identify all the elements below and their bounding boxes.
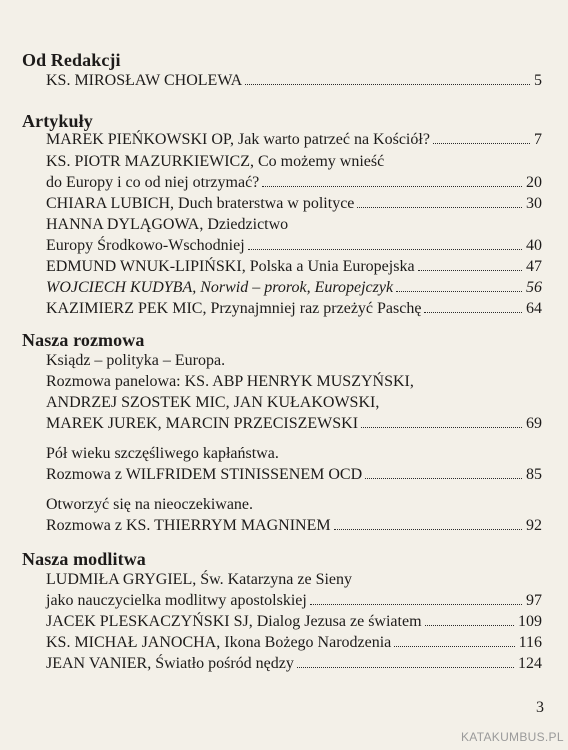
toc-entry[interactable] — [46, 298, 542, 320]
dot-leader — [310, 604, 522, 605]
toc-page-number: 97 — [526, 592, 542, 609]
dot-leader — [433, 143, 530, 144]
toc-entry[interactable] — [46, 611, 542, 633]
section-title-modlitwa: Nasza modlitwa — [22, 549, 146, 569]
toc-entry[interactable] — [46, 413, 542, 435]
toc-entry[interactable] — [46, 235, 542, 257]
toc-entry-text: EDMUND WNUK-LIPIŃSKI, Polska a Unia Europejska — [46, 258, 415, 275]
dot-leader — [425, 625, 514, 626]
watermark: KATAKUMBUS.PL — [461, 730, 564, 744]
toc-page-number: 5 — [534, 72, 542, 89]
toc-entry-text: Rozmowa z WILFRIDEM STINISSENEM OCD — [46, 466, 363, 483]
toc-entry-text: CHIARA LUBICH, Duch braterstwa w polityce — [46, 195, 355, 212]
dot-leader — [365, 478, 522, 479]
toc-entry-text: Rozmowa z KS. THIERRYM MAGNINEM — [46, 517, 331, 534]
toc-entry-text-line: ANDRZEJ SZOSTEK MIC, JAN KUŁAKOWSKI, — [46, 394, 380, 411]
toc-entry[interactable] — [46, 193, 542, 215]
dot-leader — [248, 249, 522, 250]
toc-entry[interactable] — [46, 632, 542, 654]
toc-entry[interactable] — [46, 172, 542, 194]
dot-leader — [297, 667, 514, 668]
toc-page-number: 64 — [526, 300, 542, 317]
dot-leader — [262, 186, 522, 187]
toc-page-number: 56 — [526, 279, 542, 296]
dot-leader — [334, 529, 522, 530]
toc-entry-text: do Europy i co od niej otrzymać? — [46, 174, 260, 191]
dot-leader — [418, 270, 522, 271]
toc-entry[interactable] — [46, 464, 542, 486]
toc-entry-text-line: HANNA DYLĄGOWA, Dziedzictwo — [46, 216, 289, 233]
toc-entry[interactable] — [46, 129, 542, 151]
toc-entry[interactable] — [46, 277, 542, 299]
toc-page-number: 7 — [534, 131, 542, 148]
toc-entry-text: JEAN VANIER, Światło pośród nędzy — [46, 655, 294, 672]
dot-leader — [396, 291, 522, 292]
toc-entry-text-line: LUDMIŁA GRYGIEL, Św. Katarzyna ze Sieny — [46, 571, 353, 588]
toc-entry-text: KAZIMIERZ PEK MIC, Przynajmniej raz przeżyć Paschę — [46, 300, 422, 317]
dot-leader — [361, 427, 522, 428]
toc-page-number: 124 — [518, 655, 542, 672]
toc-page-number: 69 — [526, 415, 542, 432]
toc-entry-text: JACEK PLESKACZYŃSKI SJ, Dialog Jezusa ze światem — [46, 613, 422, 630]
section-title-rozmowa: Nasza rozmowa — [22, 330, 145, 350]
toc-entry[interactable] — [46, 653, 542, 675]
dot-leader — [394, 646, 514, 647]
toc-entry-text: MAREK PIEŃKOWSKI OP, Jak warto patrzeć na Kościół? — [46, 131, 430, 148]
toc-entry[interactable] — [46, 70, 542, 92]
toc-page-number: 109 — [518, 613, 542, 630]
toc-entry-text: MAREK JUREK, MARCIN PRZECISZEWSKI — [46, 415, 359, 432]
toc-page-number: 40 — [526, 237, 542, 254]
toc-page-number: 92 — [526, 517, 542, 534]
toc-page-number: 85 — [526, 466, 542, 483]
toc-entry-text: Europy Środkowo-Wschodniej — [46, 237, 245, 254]
toc-entry-text-line: KS. PIOTR MAZURKIEWICZ, Co możemy wnieść — [46, 153, 385, 170]
toc-entry[interactable] — [46, 515, 542, 537]
toc-page-number: 20 — [526, 174, 542, 191]
toc-entry-text: jako nauczycielka modlitwy apostolskiej — [46, 592, 307, 609]
section-title-artykuly: Artykuły — [22, 111, 93, 131]
toc-entry-text-line: Rozmowa panelowa: KS. ABP HENRYK MUSZYŃSKI, — [46, 373, 414, 390]
toc-entry-text: KS. MICHAŁ JANOCHA, Ikona Bożego Narodzenia — [46, 634, 392, 651]
page-number: 3 — [536, 699, 544, 716]
toc-entry[interactable] — [46, 256, 542, 278]
toc-page-number: 47 — [526, 258, 542, 275]
toc-entry-text: WOJCIECH KUDYBA, Norwid – prorok, Europejczyk — [46, 279, 394, 296]
toc-entry-text: KS. MIROSŁAW CHOLEWA — [46, 72, 243, 89]
toc-entry-text-line: Pół wieku szczęśliwego kapłaństwa. — [46, 445, 279, 462]
section-title-redakcja: Od Redakcji — [22, 50, 121, 70]
toc-entry-text-line: Ksiądz – polityka – Europa. — [46, 352, 226, 369]
toc-page-number: 30 — [526, 195, 542, 212]
dot-leader — [245, 84, 530, 85]
toc-page-number: 116 — [518, 634, 542, 651]
dot-leader — [357, 207, 522, 208]
toc-entry-text-line: Otworzyć się na nieoczekiwane. — [46, 496, 254, 513]
toc-entry[interactable] — [46, 590, 542, 612]
dot-leader — [424, 312, 522, 313]
